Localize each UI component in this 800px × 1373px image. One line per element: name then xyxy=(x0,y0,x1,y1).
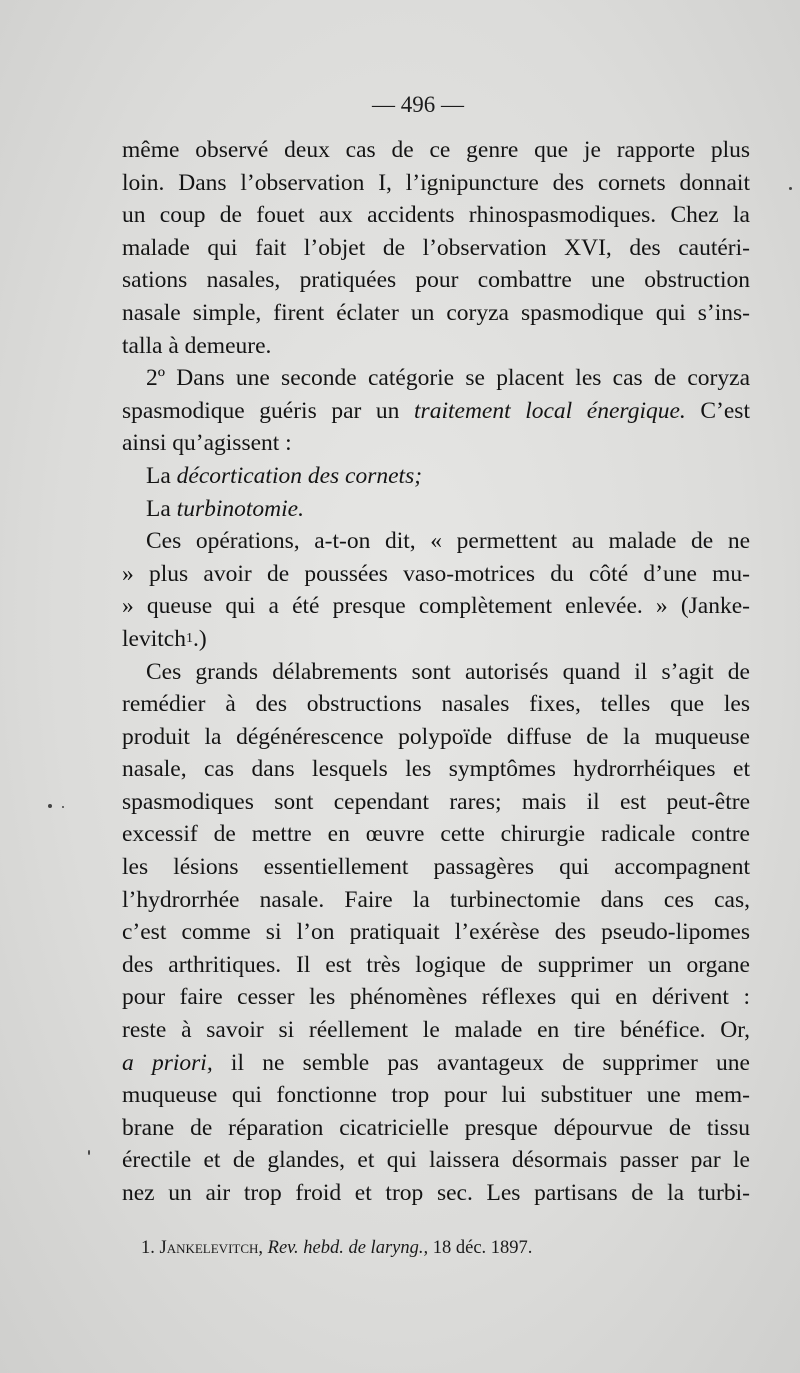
scan-speck xyxy=(88,1150,90,1155)
text-line: un coup de fouet aux accidents rhinospasmodiques. Chez la xyxy=(122,202,750,229)
text-span: C’est xyxy=(685,397,750,424)
scan-speck xyxy=(789,187,792,190)
list-item xyxy=(122,493,750,526)
text-line: sations nasales, pratiquées pour combattre une obstruction xyxy=(122,267,750,294)
text-line xyxy=(122,623,750,656)
text-line: érectile et de glandes, et qui laissera désormais passer par le xyxy=(122,1147,750,1174)
italic-span: traitement local énergique. xyxy=(414,397,686,424)
text-line: Ces opérations, a-t-on dit, « permettent au malade de ne xyxy=(146,528,750,555)
text-line: remédier à des obstructions nasales fixes, telles que les xyxy=(122,691,750,718)
text-line: nasale simple, firent éclater un coryza spasmodique qui s’ins- xyxy=(122,299,750,326)
text-line: malade qui fait l’objet de l’observation XVI, des cautéri- xyxy=(122,234,750,261)
text-line: ainsi qu’agissent : xyxy=(122,430,292,457)
scan-speck xyxy=(48,804,52,808)
footnote-number: 1. xyxy=(141,1238,155,1258)
text-line: loin. Dans l’observation I, l’ignipuncture des cornets donnait xyxy=(122,169,750,196)
text-span: La xyxy=(146,462,177,489)
text-line: talla à demeure. xyxy=(122,332,272,359)
text-line: nasale, cas dans lesquels les symptômes hydrorrhéiques et xyxy=(122,756,750,783)
page-number: — 496 — xyxy=(372,92,464,117)
text-line: les lésions essentiellement passagères qui accompagnent xyxy=(122,854,750,881)
text-line: pour faire cesser les phénomènes réflexes qui en dérivent : xyxy=(122,984,750,1011)
text-span: spasmodique guéris par un xyxy=(122,397,415,424)
italic-span: décortication des cornets; xyxy=(176,462,423,489)
text-line: produit la dégénérescence polypoïde diffuse de la muqueuse xyxy=(122,723,750,750)
footnote-author: Jankelevitch, xyxy=(159,1238,264,1258)
text-line: l’hydrorrhée nasale. Faire la turbinectomie dans ces cas, xyxy=(122,886,750,913)
footnote-date: 18 déc. 1897. xyxy=(432,1238,533,1258)
text-line: reste à savoir si réellement le malade en tire bénéfice. Or, xyxy=(122,1017,750,1044)
text-line: muqueuse qui fonctionne trop pour lui substituer une mem- xyxy=(122,1082,750,1109)
text-line: des arthritiques. Il est très logique de supprimer un organe xyxy=(122,951,750,978)
text-line: nez un air trop froid et trop sec. Les partisans de la turbi- xyxy=(122,1180,750,1206)
footnote xyxy=(141,1238,532,1259)
text-span: il ne semble pas avantageux de supprimer une xyxy=(212,1049,750,1076)
text-line: » plus avoir de poussées vaso-motrices du côté d’une mu- xyxy=(122,560,750,587)
text-line: c’est comme si l’on pratiquait l’exérèse des pseudo-lipomes xyxy=(122,919,750,946)
text-line: brane de réparation cicatricielle presque dépourvue de tissu xyxy=(122,1114,750,1141)
text-span: .) xyxy=(192,625,207,652)
text-span: La xyxy=(146,495,177,522)
list-item xyxy=(122,460,750,493)
text-line xyxy=(122,395,750,428)
text-line xyxy=(122,1047,750,1080)
text-line: » queuse qui a été presque complètement enlevée. » (Janke- xyxy=(122,593,750,620)
text-span: levitch xyxy=(122,625,186,652)
italic-span: a priori, xyxy=(122,1049,213,1076)
text-line: Ces grands délabrements sont autorisés quand il s’agit de xyxy=(146,658,750,685)
italic-span: turbinotomie. xyxy=(176,495,304,522)
text-line: 2º Dans une seconde catégorie se placent les cas de coryza xyxy=(146,365,750,392)
body-text xyxy=(122,134,750,1210)
footnote-marker: 1 xyxy=(185,630,193,646)
footnote-journal: Rev. hebd. de laryng., xyxy=(267,1238,429,1258)
scan-speck xyxy=(62,806,64,808)
text-line: spasmodiques sont cependant rares; mais il est peut-être xyxy=(122,788,750,815)
text-line: même observé deux cas de ce genre que je rapporte plus xyxy=(122,137,750,163)
text-line: excessif de mettre en œuvre cette chirurgie radicale contre xyxy=(122,821,750,848)
